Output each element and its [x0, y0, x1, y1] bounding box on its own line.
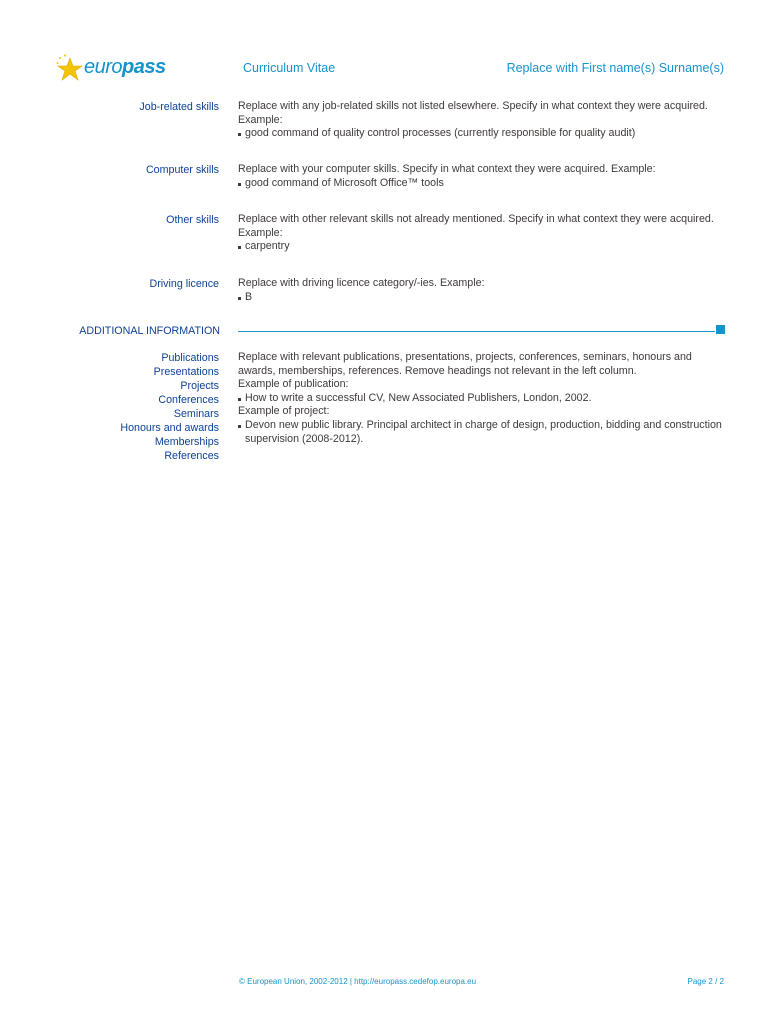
label-projects: Projects: [180, 380, 219, 392]
publication-example-label: Example of publication:: [238, 378, 349, 391]
section-content-driving-licence: [238, 277, 728, 304]
person-name: Replace with First name(s) Surname(s): [506, 61, 724, 75]
section-label-other-skills: Other skills: [166, 214, 219, 226]
section-divider: [238, 331, 715, 332]
text-line: Replace with any job-related skills not listed elsewhere. Specify in what context they were acquired.: [238, 100, 708, 112]
section-content-other-skills: [238, 213, 728, 254]
label-conferences: Conferences: [158, 394, 219, 406]
additional-labels: [19, 351, 219, 463]
footer-copyright-link[interactable]: © European Union, 2002-2012 | http://europass.cedefop.europa.eu: [239, 977, 477, 986]
section-marker-square: [716, 325, 725, 334]
section-label-driving-licence: Driving licence: [149, 278, 219, 290]
bullet-item: good command of Microsoft Office™ tools: [238, 177, 728, 191]
section-label-job-skills: Job-related skills: [139, 101, 219, 113]
europass-logo: [54, 52, 164, 84]
section-label-computer-skills: Computer skills: [145, 164, 219, 176]
label-memberships: Memberships: [154, 436, 219, 448]
bullet-item: Devon new public library. Principal architect in charge of design, production, bidding and construction supervision (2008-2012).: [238, 419, 726, 446]
text-line: Replace with other relevant skills not already mentioned. Specify in what context they were acquired.: [238, 213, 714, 225]
bullet-item: How to write a successful CV, New Associated Publishers, London, 2002.: [238, 392, 726, 406]
label-seminars: Seminars: [173, 408, 219, 420]
footer-page-number: Page 2 / 2: [687, 977, 724, 986]
section-content-additional: [238, 351, 726, 446]
text-line: Replace with your computer skills. Specify in what context they were acquired. Example:: [238, 163, 656, 175]
bullet-item: carpentry: [238, 240, 728, 254]
intro-text: Replace with relevant publications, presentations, projects, conferences, seminars, honours and awards, memberships, references. Remove headings not relevant in the left column.: [238, 351, 692, 377]
section-content-computer-skills: [238, 163, 728, 190]
section-content-job-skills: [238, 100, 728, 141]
bullet-item: good command of quality control processes (currently responsible for quality audit): [238, 127, 728, 141]
label-honours-awards: Honours and awards: [120, 422, 219, 434]
label-presentations: Presentations: [153, 366, 219, 378]
document-title: Curriculum Vitae: [243, 61, 336, 75]
text-line: Example:: [238, 113, 283, 126]
bullet-item: B: [238, 291, 728, 305]
logo-wordmark: europass: [84, 56, 166, 78]
section-heading-additional-info: ADDITIONAL INFORMATION: [79, 325, 220, 337]
text-line: Replace with driving licence category/-ies. Example:: [238, 277, 485, 289]
text-line: Example:: [238, 226, 283, 239]
project-example-label: Example of project:: [238, 405, 330, 418]
label-references: References: [164, 450, 219, 462]
label-publications: Publications: [161, 352, 219, 364]
